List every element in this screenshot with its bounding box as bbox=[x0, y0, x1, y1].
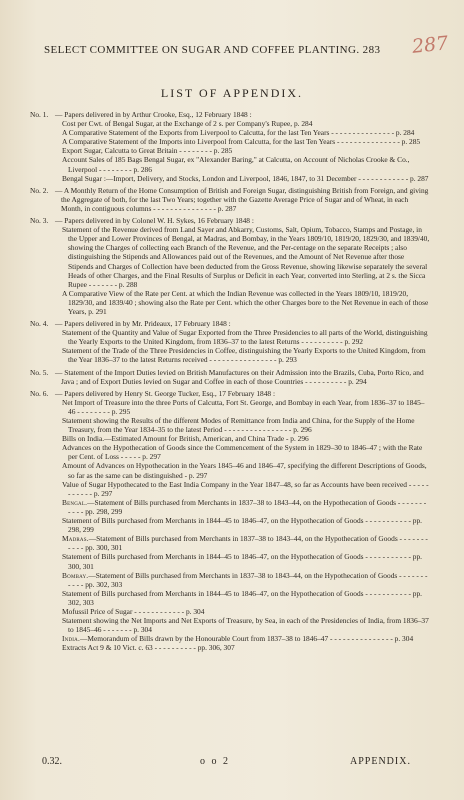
item-presidency-label: Bombay. bbox=[62, 570, 89, 580]
item-presidency-label: Madras. bbox=[62, 534, 89, 544]
entry-heading bbox=[30, 216, 430, 225]
entry-item bbox=[30, 571, 430, 589]
item-text: —Statement of Bills purchased from Merchants in 1837–38 to 1843–44, on the Hypothecation of Goods - - - - - - - - - - - pp. 298, 299 bbox=[68, 497, 427, 516]
entry-item bbox=[30, 434, 430, 443]
item-text: Export Sugar, Calcutta to Great Britain - - - - - - - - p. 285 bbox=[62, 146, 233, 156]
entry-heading bbox=[30, 186, 430, 213]
entry-item bbox=[30, 607, 430, 616]
item-text: —Statement of Bills purchased from Merchants in 1837–38 to 1843–44, on the Hypothecation of Goods - - - - - - - - - - - pp. 300, 301 bbox=[68, 534, 428, 553]
entry-item bbox=[30, 328, 430, 346]
item-text: A Comparative Statement of the Exports from Liverpool to Calcutta, for the last Ten Years - - - - - - - - - - - - - - - p. 284 bbox=[62, 128, 415, 138]
item-text: Bengal Sugar :—Import, Delivery, and Stocks, London and Liverpool, 1846, 1847, to 31 December - - - - - - - - - - - - p. 287 bbox=[62, 173, 429, 183]
appendix-entry bbox=[30, 110, 430, 183]
entry-number: No. 1. bbox=[30, 110, 49, 119]
appendix-entry bbox=[30, 216, 430, 316]
entry-number: No. 6. bbox=[30, 388, 49, 398]
entry-item bbox=[30, 616, 430, 634]
entry-item bbox=[30, 137, 430, 146]
item-text: Amount of Advances on Hypothecation in the Years 1845–46 and 1846–47, specifying the different Descriptions of Goods, so far as the same can be distinguished - p. 297 bbox=[62, 461, 427, 480]
item-text: Bills on India.—Estimated Amount for British, American, and China Trade - p. 296 bbox=[62, 434, 309, 444]
entry-item bbox=[30, 289, 430, 316]
item-text: Mofussil Price of Sugar - - - - - - - - - - - - p. 304 bbox=[62, 606, 205, 616]
entry-item bbox=[30, 534, 430, 552]
entry-number: No. 4. bbox=[30, 319, 49, 329]
entry-item bbox=[30, 146, 430, 155]
page-title: LIST OF APPENDIX. bbox=[160, 86, 304, 100]
appendix-entry bbox=[30, 368, 430, 386]
item-text: Value of Sugar Hypothecated to the East India Company in the Year 1847–48, so far as Accounts have been received - - - - - - - - - - - p. 297 bbox=[62, 479, 429, 498]
entry-title: — Papers delivered in by Colonel W. H. Sykes, 16 February 1848 : bbox=[55, 216, 254, 226]
entry-title: — A Monthly Return of the Home Consumption of British and Foreign Sugar, distinguishing British from Foreign, and giving the Aggregate of both, for the last Two Years; together with the Gazette Average Price of Sugar and of Wheat, in each Month, in contiguous columns - - - - - - - - - - - - - - - p. 287 bbox=[55, 185, 429, 213]
entry-heading bbox=[30, 110, 430, 119]
entry-item bbox=[30, 128, 430, 137]
appendix-entry bbox=[30, 319, 430, 364]
item-text: Account Sales of 185 Bags Bengal Sugar, ex "Alexander Baring," at Calcutta, on Account of Nicholas Crooke & Co., Liverpool - - - - - - - - p. 286 bbox=[62, 155, 410, 174]
appendix-entry bbox=[30, 389, 430, 653]
footer-signature-mark: o o 2 bbox=[200, 756, 230, 767]
entry-item bbox=[30, 346, 430, 364]
entry-title: — Papers delivered by Henry St. George Tucker, Esq., 17 February 1848 : bbox=[55, 388, 276, 398]
entry-heading bbox=[30, 389, 430, 398]
entry-item bbox=[30, 119, 430, 128]
entry-number: No. 3. bbox=[30, 216, 49, 226]
item-text: Advances on the Hypothecation of Goods since the Commencement of the System in 1829–30 to 1846–47 ; with the Rate per Cent. of Loss - - - - - p. 297 bbox=[62, 443, 423, 462]
entry-item bbox=[30, 398, 430, 416]
entry-item bbox=[30, 498, 430, 516]
entry-number: No. 2. bbox=[30, 185, 49, 195]
entry-heading bbox=[30, 368, 430, 386]
entry-title: — Papers delivered in by Mr. Prideaux, 17 February 1848 : bbox=[55, 319, 231, 329]
entry-item bbox=[30, 416, 430, 434]
footer-section-label: APPENDIX. bbox=[350, 756, 411, 767]
appendix-entry bbox=[30, 186, 430, 213]
item-presidency-label: Bengal. bbox=[62, 497, 88, 507]
entry-item bbox=[30, 225, 430, 289]
item-text: Net Import of Treasure into the three Ports of Calcutta, Fort St. George, and Bombay in each Year, from 1836–37 to 1845–46 - - - - - - - - p. 295 bbox=[62, 397, 425, 416]
entry-item bbox=[30, 174, 430, 183]
item-text: Statement showing the Net Imports and Net Exports of Treasure, by Sea, in each of the Presidencies of India, from 1836–37 to 1845–46 - - - - - - - p. 304 bbox=[62, 616, 429, 635]
item-text: Statement showing the Results of the different Modes of Remittance from India and China, for the Supply of the Home Treasury, from the Year 1834–35 to the latest Period - - - - - - - - - - - - - - - - p. 296 bbox=[62, 416, 415, 435]
item-text: Cost per Cwt. of Bengal Sugar, at the Exchange of 2 s. per Company's Rupee, p. 284 bbox=[62, 119, 313, 129]
item-text: Statement of the Revenue derived from Land Sayer and Abkarry, Customs, Salt, Opium, Tobacco, Stamps and Postage, in the Upper and Lower Provinces of Bengal, at Madras, and Bombay, in the Years 1809/10, 1819/20, 1829/30, and 1839/40, showing the Charges of collecting each Branch of the Revenue, and the Per-centage on the separate Receipts ; also distinguishing the Stipends and Allowances paid out of the Revenues, and the Amount of Net Revenue after those Stipends and Charges of Collection have been deducted from the Gross Revenue, showing likewise separately the several Heads of other Charges, and the Final Results of Surplus or Deficit in each Year, converted into Sterling, at 2 s. the Sicca Rupee - - - - - - - p. 288 bbox=[62, 225, 430, 289]
item-text: A Comparative Statement of the Imports into Liverpool from Calcutta, for the last Ten Years - - - - - - - - - - - - - - - p. 285 bbox=[62, 137, 421, 147]
entry-item bbox=[30, 480, 430, 498]
entry-item bbox=[30, 643, 430, 652]
entry-item bbox=[30, 516, 430, 534]
entry-item bbox=[30, 589, 430, 607]
footer-sessional-number: 0.32. bbox=[42, 756, 62, 767]
appendix-list bbox=[30, 110, 430, 655]
entry-item bbox=[30, 443, 430, 461]
item-text: Statement of the Trade of the Three Presidencies in Coffee, distinguishing the Yearly Exports to the United Kingdom, from the Year 1836–37 to the latest Returns received - - - - - - - - - - - - - - - - p. 293 bbox=[62, 346, 426, 365]
item-text: Statement of Bills purchased from Merchants in 1844–45 to 1846–47, on the Hypothecation of Goods - - - - - - - - - - - pp. 302, 303 bbox=[62, 588, 423, 607]
entry-title: — Papers delivered in by Arthur Crooke, Esq., 12 February 1848 : bbox=[55, 110, 252, 119]
item-text: Extracts Act 9 & 10 Vict. c. 63 - - - - - - - - - - pp. 306, 307 bbox=[62, 643, 235, 653]
item-text: A Comparative View of the Rate per Cent. at which the Indian Revenue was collected in the Years 1809/10, 1819/20, 1829/30, and 1839/40 ; showing also the Rate per Cent. which the other Charges bore to the Net Revenue in each of those Years, p. 291 bbox=[62, 288, 429, 316]
item-presidency-label: India. bbox=[62, 634, 81, 644]
handwritten-folio-number: 287 bbox=[410, 32, 450, 58]
entry-title: — Statement of the Import Duties levied on British Manufactures on their Admission into the Brazils, Cuba, Porto Rico, and Java ; and of Export Duties levied on Sugar and Coffee in each of those Countries - - - - - - - - - - p. 294 bbox=[55, 367, 424, 386]
entry-item bbox=[30, 552, 430, 570]
item-text: —Memorandum of Bills drawn by the Honourable Court from 1837–38 to 1846–47 - - - - - - - - - - - - - - - p. 304 bbox=[80, 634, 414, 644]
entry-item bbox=[30, 155, 430, 173]
entry-heading bbox=[30, 319, 430, 328]
entry-number: No. 5. bbox=[30, 367, 49, 377]
item-text: Statement of the Quantity and Value of Sugar Exported from the Three Presidencies to all parts of the World, distinguishing the Yearly Exports to the United Kingdom, from 1836–37 to the latest Returns - - - - - - - - - - p. 292 bbox=[62, 328, 428, 347]
entry-item bbox=[30, 634, 430, 643]
item-text: —Statement of Bills purchased from Merchants in 1837–38 to 1843–44, on the Hypothecation of Goods - - - - - - - - - - - pp. 302, 303 bbox=[68, 570, 428, 589]
entry-item bbox=[30, 461, 430, 479]
item-text: Statement of Bills purchased from Merchants in 1844–45 to 1846–47, on the Hypothecation of Goods - - - - - - - - - - - pp. 300, 301 bbox=[62, 552, 423, 571]
running-header: SELECT COMMITTEE ON SUGAR AND COFFEE PLANTING. 283 bbox=[44, 44, 381, 56]
item-text: Statement of Bills purchased from Merchants in 1844–45 to 1846–47, on the Hypothecation of Goods - - - - - - - - - - - pp. 298, 299 bbox=[62, 516, 423, 535]
